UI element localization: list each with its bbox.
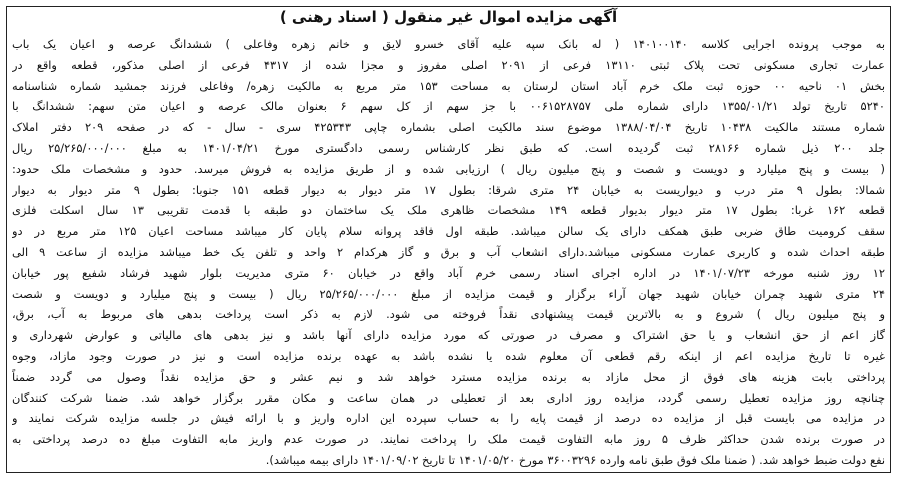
notice-title: آگهی مزایده اموال غیر منقول ( اسناد رهنی ) xyxy=(279,8,618,26)
notice-line: عمارت تجاری مسکونی تحت پلاک ثبتی ۱۳۱۱۰ فرعی از ۲۰۹۱ اصلی مفروز و مجزا شده از ۴۳۱۷ فرعی از اصلی مذکور، قطعه واقع در xyxy=(12,57,885,72)
notice-line: بخش ۰۱ ناحیه ۰۰ حوزه ثبت ملک خرم آباد استان لرستان به مساحت ۱۵۳ متر مربع به مالکیت زهره/ وفاعلی فرزند جمشید شماره شناسنامه xyxy=(12,78,885,93)
notice-body xyxy=(12,34,885,471)
notice-line: سقف کرومیت طاق ضربی طبق همکف دارای یک سالن میباشد. طبقه اول فاقد پروانه سلام پایان کار میباشد مساحت اعیان ۱۲۵ متر مربع در دو xyxy=(12,224,885,239)
notice-line: ۵۲۴۰ تاریخ تولد ۱۳۵۵/۰۱/۲۱ دارای شماره ملی ۰۰۶۱۵۲۸۷۵۷ با جز سهم از کل سهم ۶ بعنوان مالک عرصه و اعیان متن سهم: ششدانگ با xyxy=(12,99,885,114)
notice-line: جلد ۲۰۰ ذیل شماره ۲۸۱۶۶ ثبت گردیده است. که طبق نظر کارشناس رسمی دادگستری مورخ ۱۴۰۱/۰۴/۲۱ به مبلغ ۲۵/۲۶۵/۰۰۰/۰۰۰ ریال xyxy=(12,140,885,155)
notice-line: ۲۴ متری شهید چمران خیابان شهید جهان آراء برگزار و قیمت مزایده از مبلغ ۲۵/۲۶۵/۰۰۰/۰۰۰ ریال ( بیست و پنج میلیارد و دویست و شصت xyxy=(12,286,885,301)
notice-line: غیره تا تاریخ مزایده اعم از اینکه رقم قطعی آن معلوم شده یا نشده باشد به عهده برنده مزایده است و نیز در صورت وجود مازاد، وجوه xyxy=(12,348,885,363)
notice-line: شمالا: بطول ۹ متر درب و دیواریست به خیابان ۲۴ متری شرقا: بطول ۱۷ متر دیوار به دیوار قطعه ۱۵۱ جنوبا: بطول ۹ متر دیوار به دیوار xyxy=(12,182,885,197)
notice-line: و پنج میلیون ریال ) شروع و به بالاترین قیمت پیشنهادی نقداً فروخته می شود. لازم به ذکر است پرداخت بدهی های مربوط به آب، برق، xyxy=(12,307,885,322)
notice-line: در مزایده می بایست قبل از مزایده ده درصد از قیمت پایه را به حساب سپرده این اداره واریز و با ارائه فیش در جلسه مزایده شرکت نمایند و xyxy=(12,411,885,426)
notice-line: شماره مستند مالکیت ۱۰۴۳۸ تاریخ ۱۳۸۸/۰۴/۰۴ موضوع سند مالکیت اصلی بشماره چاپی ۴۲۵۳۴۳ سری - سال - که در صفحه ۲۰۹ دفتر املاک xyxy=(12,120,885,135)
notice-line: گاز اعم از حق انشعاب و یا حق اشتراک و مصرف در صورتی که مورد مزایده دارای آنها باشد و نیز بدهی های مالیاتی و عوارض شهرداری و xyxy=(12,328,885,343)
notice-line: پرداختی بابت هزینه های فوق از محل مازاد به برنده مزایده مسترد خواهد شد و نیم عشر و حق مزایده نقداً وصول می گردد ضمناً xyxy=(12,369,885,384)
notice-line: ۱۲ روز شنبه مورخه ۱۴۰۱/۰۷/۲۳ در اداره اجرای اسناد رسمی خرم آباد واقع در خیابان ۶۰ متری مدیریت بلوار شهید فرشاد شفیع پور خیابان xyxy=(12,265,885,280)
notice-line: قطعه ۱۶۲ غربا: بطول ۱۷ متر دیوار بدیوار قطعه ۱۴۹ مشخصات ظاهری ملک یک ساختمان دو طبقه با قدمت تقریبی ۱۳ سال اسکلت فلزی xyxy=(12,203,885,218)
notice-line: طبقه احداث شده و کاربری عمارت مسکونی میباشد.دارای انشعاب آب و برق و گاز هرکدام ۲ واحد و تلفن یک خط میباشد مزایده از ساعت ۹ الی xyxy=(12,244,885,259)
notice-line: در صورت برنده شدن حداکثر ظرف ۵ روز مابه التفاوت قیمت ملک را پرداخت نمایند. در صورت عدم واریز مابه التفاوت مبلغ ده درصد پرداختی به xyxy=(12,432,885,447)
notice-line: به موجب پرونده اجرایی کلاسه ۱۴۰۱۰۰۱۴۰ ( له بانک سپه علیه آقای خسرو لایق و خانم زهره وفاعلی ) ششدانگ عرصه و اعیان یک باب xyxy=(12,37,885,51)
notice-line: چنانچه روز مزایده تعطیل رسمی گردد، مزایده روز اداری بعد از تعطیلی در همان ساعت و مکان مقرر برگزار خواهد شد. ضمنا شرکت کنندگان xyxy=(12,390,885,405)
notice-line: ( بیست و پنج میلیارد و دویست و شصت و پنج میلیون ریال ) ارزیابی شده و از طریق مزایده به فروش میرسد. حدود و مشخصات ملک حدود: xyxy=(12,161,885,176)
notice-line: نفع دولت ضبط خواهد شد. ( ضمنا ملک فوق طبق نامه وارده ۳۶۰۰۳۲۹۶ مورخ ۱۴۰۱/۰۵/۲۰ تا تاریخ ۱۴۰۱/۰۹/۰۲ دارای بیمه میباشد). xyxy=(265,452,885,467)
